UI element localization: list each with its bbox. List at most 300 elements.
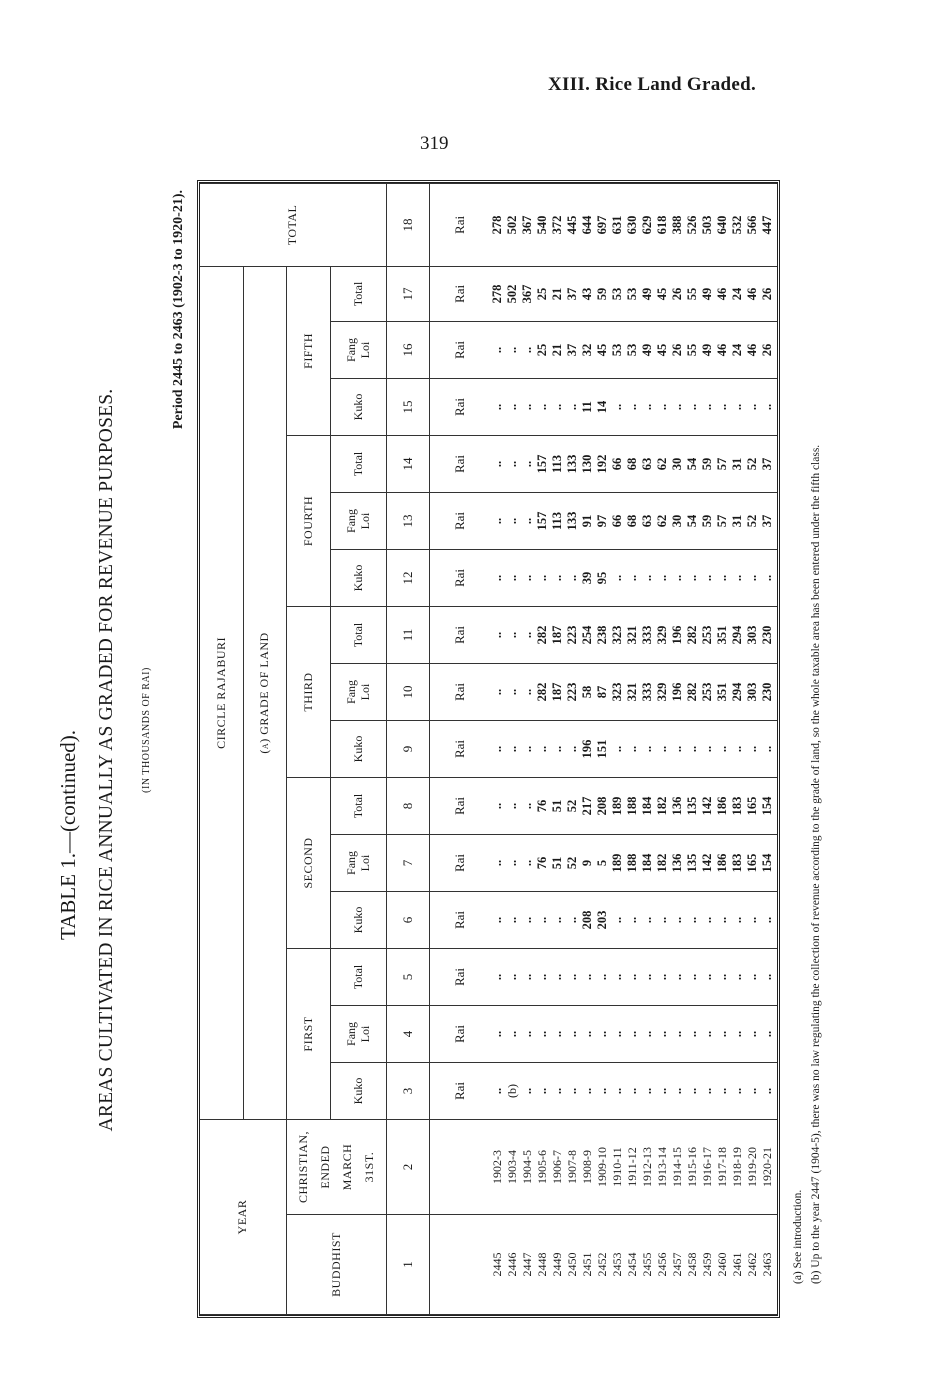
value-cell: 53	[610, 321, 625, 378]
value-cell: 217	[580, 777, 595, 834]
value-cell: ..	[490, 777, 505, 834]
value-cell: ..	[565, 378, 580, 435]
value-cell: 55	[685, 266, 700, 321]
value-cell: 52	[745, 492, 760, 549]
value-cell: ..	[520, 777, 535, 834]
total-header: Total	[330, 606, 386, 663]
value-cell: ..	[550, 549, 565, 606]
value-cell: ..	[505, 492, 520, 549]
value-cell: ..	[670, 1005, 685, 1062]
table-row	[610, 184, 625, 1315]
value-cell: 133	[565, 492, 580, 549]
value-cell: 253	[700, 606, 715, 663]
christian-year: 1905-6	[535, 1119, 550, 1214]
value-cell: 142	[700, 834, 715, 891]
value-cell: ..	[655, 1005, 670, 1062]
value-cell: 24	[730, 266, 745, 321]
value-cell: 43	[580, 266, 595, 321]
running-head: XIII. Rice Land Graded.	[548, 74, 757, 95]
value-cell: ..	[745, 720, 760, 777]
fang-loi-header: Fang Loi	[330, 321, 386, 378]
value-cell: 323	[610, 663, 625, 720]
value-cell: 49	[700, 266, 715, 321]
value-cell: ..	[625, 891, 640, 948]
value-cell: 278	[490, 184, 505, 267]
value-cell: ..	[655, 549, 670, 606]
value-cell: ..	[655, 378, 670, 435]
value-cell: 30	[670, 492, 685, 549]
unit-label: Rai	[429, 378, 490, 435]
group-header-second: SECOND	[286, 777, 330, 948]
value-cell: 68	[625, 492, 640, 549]
value-cell: ..	[595, 948, 610, 1005]
value-cell: ..	[745, 1005, 760, 1062]
value-cell: 532	[730, 184, 745, 267]
table-subtitle: AREAS CULTIVATED IN RICE ANNUALLY AS GRADED FOR REVENUE PURPOSES.	[96, 388, 117, 1132]
value-cell: 540	[535, 184, 550, 267]
unit-label: Rai	[429, 321, 490, 378]
value-cell: ..	[715, 378, 730, 435]
value-cell: ..	[595, 1005, 610, 1062]
value-cell: 31	[730, 435, 745, 492]
value-cell: ..	[505, 948, 520, 1005]
table-row	[565, 184, 580, 1315]
christian-year: 1919-20	[745, 1119, 760, 1214]
value-cell: ..	[730, 1062, 745, 1119]
table-row	[490, 184, 505, 1315]
table-title: TABLE 1.—(continued).	[56, 729, 80, 941]
value-cell: ..	[715, 948, 730, 1005]
total-header: Total	[330, 948, 386, 1005]
value-cell: ..	[640, 378, 655, 435]
value-cell: 135	[685, 834, 700, 891]
value-cell: ..	[580, 1005, 595, 1062]
value-cell: 39	[580, 549, 595, 606]
christian-year: 1904-5	[520, 1119, 535, 1214]
christian-year: 1917-18	[715, 1119, 730, 1214]
value-cell: 37	[565, 266, 580, 321]
table-row	[715, 184, 730, 1315]
column-number: 1	[386, 1215, 429, 1315]
value-cell: ..	[550, 378, 565, 435]
buddhist-year: 2454	[625, 1215, 640, 1315]
buddhist-year: 2460	[715, 1215, 730, 1315]
buddhist-year: 2455	[640, 1215, 655, 1315]
value-cell: 45	[595, 321, 610, 378]
value-cell: ..	[655, 891, 670, 948]
value-cell: ..	[490, 435, 505, 492]
value-cell: 187	[550, 606, 565, 663]
value-cell: 45	[655, 266, 670, 321]
value-cell: 351	[715, 606, 730, 663]
value-cell: 644	[580, 184, 595, 267]
value-cell: ..	[625, 948, 640, 1005]
value-cell: ..	[700, 891, 715, 948]
column-number: 14	[386, 435, 429, 492]
value-cell: 59	[595, 266, 610, 321]
value-cell: ..	[520, 948, 535, 1005]
value-cell: 11	[580, 378, 595, 435]
buddhist-year: 2456	[655, 1215, 670, 1315]
value-cell: 630	[625, 184, 640, 267]
value-cell: ..	[520, 834, 535, 891]
value-cell: 76	[535, 834, 550, 891]
value-cell: 333	[640, 606, 655, 663]
value-cell: 303	[745, 663, 760, 720]
value-cell: ..	[715, 1005, 730, 1062]
value-cell: ..	[715, 891, 730, 948]
christian-year: 1903-4	[505, 1119, 520, 1214]
value-cell: 49	[640, 321, 655, 378]
column-number: 4	[386, 1005, 429, 1062]
total-header: Total	[330, 435, 386, 492]
value-cell: 333	[640, 663, 655, 720]
value-cell: ..	[625, 720, 640, 777]
value-cell: 136	[670, 777, 685, 834]
christian-year: 1910-11	[610, 1119, 625, 1214]
value-cell: ..	[520, 378, 535, 435]
value-cell: ..	[745, 549, 760, 606]
value-cell: 91	[580, 492, 595, 549]
column-number: 15	[386, 378, 429, 435]
value-cell: 388	[670, 184, 685, 267]
value-cell: ..	[700, 1005, 715, 1062]
value-cell: ..	[520, 321, 535, 378]
christian-header: CHRISTIAN, ENDED MARCH 31ST.	[286, 1119, 386, 1214]
value-cell: ..	[655, 948, 670, 1005]
value-cell: ..	[490, 492, 505, 549]
value-cell: 62	[655, 492, 670, 549]
value-cell: ..	[520, 1062, 535, 1119]
value-cell: ..	[760, 549, 775, 606]
value-cell: 76	[535, 777, 550, 834]
value-cell: 136	[670, 834, 685, 891]
value-cell: 130	[580, 435, 595, 492]
value-cell: ..	[520, 435, 535, 492]
value-cell: 46	[745, 266, 760, 321]
unit-label: Rai	[429, 948, 490, 1005]
value-cell: 133	[565, 435, 580, 492]
value-cell: ..	[760, 948, 775, 1005]
value-cell: ..	[670, 1062, 685, 1119]
value-cell: 321	[625, 606, 640, 663]
value-cell: ..	[490, 891, 505, 948]
total-header: Total	[330, 266, 386, 321]
value-cell: 282	[685, 663, 700, 720]
value-cell: ..	[610, 549, 625, 606]
value-cell: ..	[610, 1005, 625, 1062]
table-row	[670, 184, 685, 1315]
unit-label: Rai	[429, 891, 490, 948]
value-cell: ..	[580, 1062, 595, 1119]
value-cell: 526	[685, 184, 700, 267]
fang-loi-header: Fang Loi	[330, 492, 386, 549]
value-cell: 46	[715, 321, 730, 378]
value-cell: 323	[610, 606, 625, 663]
value-cell: 196	[670, 606, 685, 663]
kuko-header: Kuko	[330, 549, 386, 606]
value-cell: 253	[700, 663, 715, 720]
value-cell: ..	[565, 1062, 580, 1119]
unit-label: Rai	[429, 720, 490, 777]
buddhist-year: 2448	[535, 1215, 550, 1315]
table-row	[520, 184, 535, 1315]
value-cell: ..	[640, 1062, 655, 1119]
footnote-b: (b) Up to the year 2447 (1904-5), there was no law regulating the collection of revenue according to the grade of land, so the whole taxable area has been entered under the fifth class.	[810, 444, 822, 1284]
table-row	[760, 184, 775, 1315]
fang-loi-header: Fang Loi	[330, 834, 386, 891]
value-cell: ..	[610, 378, 625, 435]
value-cell: ..	[535, 1005, 550, 1062]
value-cell: ..	[640, 549, 655, 606]
value-cell: 329	[655, 663, 670, 720]
value-cell: 367	[520, 266, 535, 321]
value-cell: 57	[715, 492, 730, 549]
value-cell: 188	[625, 834, 640, 891]
value-cell: ..	[520, 891, 535, 948]
value-cell: 31	[730, 492, 745, 549]
value-cell: 87	[595, 663, 610, 720]
grade-header: (a) GRADE OF LAND	[243, 266, 286, 1119]
table-row	[640, 184, 655, 1315]
kuko-header: Kuko	[330, 891, 386, 948]
value-cell: 282	[535, 663, 550, 720]
value-cell: 184	[640, 834, 655, 891]
value-cell: 51	[550, 777, 565, 834]
value-cell: 21	[550, 266, 565, 321]
value-cell: ..	[760, 1005, 775, 1062]
value-cell: ..	[700, 948, 715, 1005]
value-cell: 49	[700, 321, 715, 378]
value-cell: ..	[505, 435, 520, 492]
table-row	[685, 184, 700, 1315]
value-cell: ..	[625, 378, 640, 435]
buddhist-year: 2458	[685, 1215, 700, 1315]
unit-label: Rai	[429, 663, 490, 720]
christian-year: 1902-3	[490, 1119, 505, 1214]
column-number: 13	[386, 492, 429, 549]
value-cell: ..	[685, 1062, 700, 1119]
value-cell: 9	[580, 834, 595, 891]
value-cell: 254	[580, 606, 595, 663]
value-cell: 502	[505, 266, 520, 321]
value-cell: ..	[700, 378, 715, 435]
christian-year: 1912-13	[640, 1119, 655, 1214]
table-row	[505, 184, 520, 1315]
column-number: 2	[386, 1119, 429, 1214]
value-cell: ..	[490, 378, 505, 435]
value-cell: ..	[565, 948, 580, 1005]
group-header-fourth: FOURTH	[286, 435, 330, 606]
unit-label: Rai	[429, 606, 490, 663]
value-cell: 321	[625, 663, 640, 720]
value-cell: ..	[505, 663, 520, 720]
value-cell: 282	[535, 606, 550, 663]
value-cell: 223	[565, 606, 580, 663]
christian-year: 1906-7	[550, 1119, 565, 1214]
value-cell: ..	[505, 1005, 520, 1062]
value-cell: ..	[520, 606, 535, 663]
value-cell: ..	[535, 378, 550, 435]
value-cell: ..	[505, 378, 520, 435]
value-cell: ..	[670, 891, 685, 948]
value-cell: 113	[550, 492, 565, 549]
kuko-header: Kuko	[330, 378, 386, 435]
column-number: 12	[386, 549, 429, 606]
value-cell: 24	[730, 321, 745, 378]
group-header-fifth: FIFTH	[286, 266, 330, 435]
value-cell: 208	[595, 777, 610, 834]
value-cell: ..	[640, 891, 655, 948]
value-cell: 66	[610, 435, 625, 492]
value-cell: 182	[655, 777, 670, 834]
value-cell: ..	[580, 948, 595, 1005]
value-cell: 57	[715, 435, 730, 492]
table-row	[700, 184, 715, 1315]
value-cell: 53	[625, 321, 640, 378]
page-number: 319	[420, 133, 449, 154]
value-cell: ..	[715, 720, 730, 777]
value-cell: 502	[505, 184, 520, 267]
circle-header: CIRCLE RAJABURI	[200, 266, 243, 1119]
value-cell: ..	[565, 549, 580, 606]
buddhist-header: BUDDHIST	[286, 1215, 386, 1315]
value-cell: ..	[505, 321, 520, 378]
value-cell: 196	[670, 663, 685, 720]
footnote-b-marker: (b)	[505, 1062, 520, 1119]
value-cell: ..	[655, 1062, 670, 1119]
value-cell: ..	[700, 1062, 715, 1119]
unit-label: Rai	[429, 777, 490, 834]
value-cell: 58	[580, 663, 595, 720]
value-cell: 63	[640, 492, 655, 549]
value-cell: ..	[745, 378, 760, 435]
value-cell: 154	[760, 834, 775, 891]
table-row	[730, 184, 745, 1315]
column-number: 8	[386, 777, 429, 834]
value-cell: 282	[685, 606, 700, 663]
value-cell: 294	[730, 663, 745, 720]
value-cell: ..	[610, 891, 625, 948]
value-cell: ..	[520, 720, 535, 777]
column-number: 18	[386, 184, 429, 267]
buddhist-year: 2450	[565, 1215, 580, 1315]
value-cell: ..	[520, 549, 535, 606]
value-cell: 113	[550, 435, 565, 492]
value-cell: ..	[730, 1005, 745, 1062]
value-cell: 566	[745, 184, 760, 267]
value-cell: ..	[595, 1062, 610, 1119]
value-cell: ..	[610, 948, 625, 1005]
fang-loi-header: Fang Loi	[330, 1005, 386, 1062]
value-cell: 46	[745, 321, 760, 378]
christian-year: 1915-16	[685, 1119, 700, 1214]
value-cell: ..	[505, 777, 520, 834]
value-cell: ..	[490, 834, 505, 891]
column-number: 17	[386, 266, 429, 321]
value-cell: ..	[730, 720, 745, 777]
value-cell: ..	[745, 891, 760, 948]
value-cell: 59	[700, 492, 715, 549]
value-cell: ..	[610, 1062, 625, 1119]
value-cell: ..	[745, 948, 760, 1005]
value-cell: 230	[760, 606, 775, 663]
value-cell: 230	[760, 663, 775, 720]
value-cell: ..	[565, 891, 580, 948]
value-cell: ..	[625, 1005, 640, 1062]
value-cell: ..	[640, 720, 655, 777]
value-cell: 151	[595, 720, 610, 777]
value-cell: ..	[625, 549, 640, 606]
value-cell: ..	[760, 720, 775, 777]
year-header: YEAR	[200, 1119, 286, 1314]
value-cell: 445	[565, 184, 580, 267]
value-cell: 182	[655, 834, 670, 891]
value-cell: 183	[730, 777, 745, 834]
value-cell: ..	[730, 948, 745, 1005]
column-number: 11	[386, 606, 429, 663]
value-cell: ..	[640, 948, 655, 1005]
value-cell: 154	[760, 777, 775, 834]
table-row	[625, 184, 640, 1315]
value-cell: 26	[670, 266, 685, 321]
buddhist-year: 2449	[550, 1215, 565, 1315]
value-cell: ..	[700, 720, 715, 777]
value-cell: 189	[610, 777, 625, 834]
value-cell: 278	[490, 266, 505, 321]
value-cell: 52	[565, 777, 580, 834]
value-cell: 59	[700, 435, 715, 492]
value-cell: ..	[685, 891, 700, 948]
table-row	[655, 184, 670, 1315]
christian-year: 1916-17	[700, 1119, 715, 1214]
value-cell: 618	[655, 184, 670, 267]
unit-label: Rai	[429, 184, 490, 267]
buddhist-year: 2445	[490, 1215, 505, 1315]
value-cell: ..	[565, 1005, 580, 1062]
value-cell: 188	[625, 777, 640, 834]
value-cell: 54	[685, 435, 700, 492]
value-cell: 25	[535, 321, 550, 378]
value-cell: ..	[535, 948, 550, 1005]
value-cell: ..	[535, 549, 550, 606]
buddhist-year: 2463	[760, 1215, 775, 1315]
value-cell: ..	[550, 891, 565, 948]
value-cell: ..	[490, 1005, 505, 1062]
column-number: 16	[386, 321, 429, 378]
buddhist-year: 2453	[610, 1215, 625, 1315]
value-cell: 208	[580, 891, 595, 948]
footnote-a: (a) See introduction.	[792, 1189, 804, 1284]
value-cell: 37	[760, 435, 775, 492]
value-cell: 26	[670, 321, 685, 378]
value-cell: 351	[715, 663, 730, 720]
table-row	[550, 184, 565, 1315]
value-cell: ..	[490, 1062, 505, 1119]
christian-year: 1914-15	[670, 1119, 685, 1214]
rice-land-table	[197, 180, 780, 1318]
christian-year: 1911-12	[625, 1119, 640, 1214]
column-number: 5	[386, 948, 429, 1005]
value-cell: ..	[685, 720, 700, 777]
value-cell: 238	[595, 606, 610, 663]
unit-label: Rai	[429, 492, 490, 549]
value-cell: 189	[610, 834, 625, 891]
table-row	[580, 184, 595, 1315]
value-cell: 303	[745, 606, 760, 663]
value-cell: 30	[670, 435, 685, 492]
value-cell: ..	[535, 1062, 550, 1119]
